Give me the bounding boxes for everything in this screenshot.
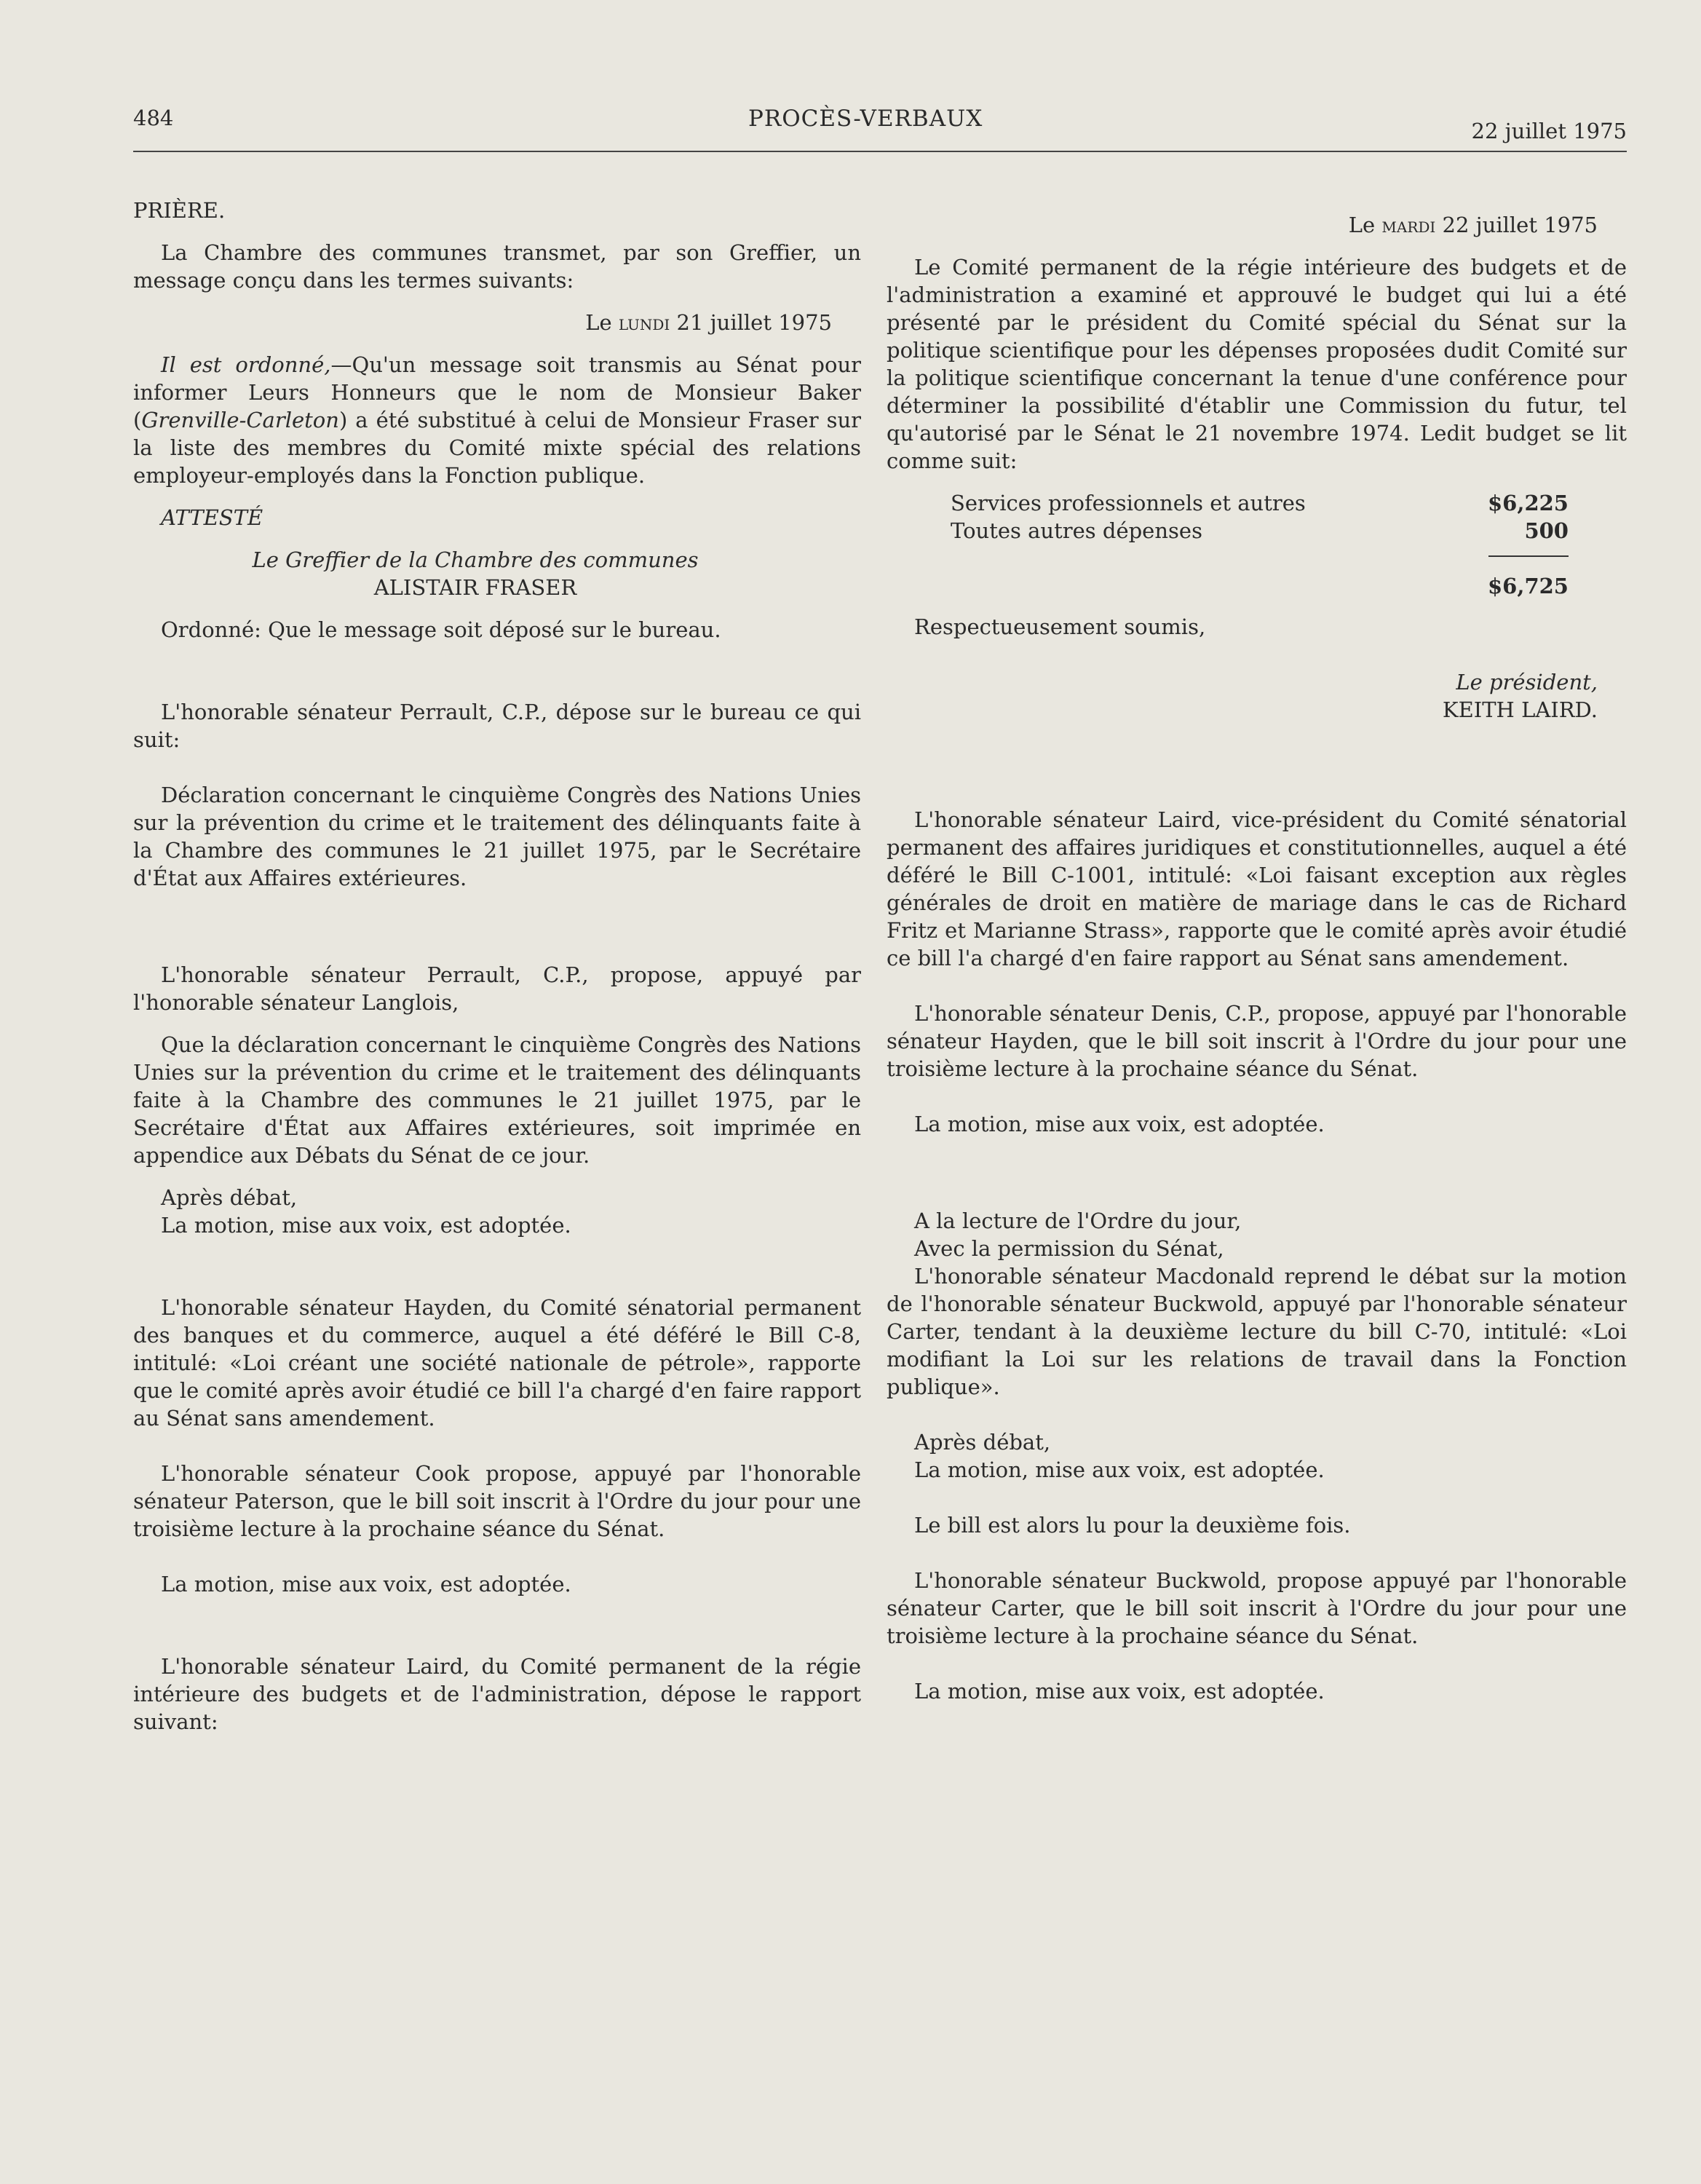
date-line-tuesday: Le mardi 22 juillet 1975 [1348, 213, 1598, 237]
laird-depose: L'honorable sénateur Laird, du Comité permanent de la régie intérieure des budgets et de l'administration, dépose le rapport suivant: [133, 1654, 861, 1734]
hayden-report: L'honorable sénateur Hayden, du Comité sénatorial permanent des banques et du commerce, auquel a été déféré le Bill C-8, intitulé: «Loi créant une société nationale de pétrole», rapporte que le comité après avoir étudié ce bill l'a chargé d'en faire rapport au Sénat sans amendement. [133, 1295, 861, 1431]
left-column [133, 197, 861, 1736]
declaration-title: Déclaration concernant le cinquième Congrès des Nations Unies sur la prévention du crime et le traitement des délinquants faite à la Chambre des communes le 21 juillet 1975, par le Secrétaire d'État aux Affaires extérieures. [133, 783, 861, 890]
commons-message-intro: La Chambre des communes transmet, par son Greffier, un message conçu dans les termes suivants: [133, 240, 861, 293]
budget-row [951, 517, 1627, 545]
ordonne-paragraph: Il est ordonné,—Qu'un message soit transmis au Sénat pour informer Leurs Honneurs que le nom de Monsieur Baker (Grenville-Carleton) a été substitué à celui de Monsieur Fraser sur la liste des membres du Comité mixte spécial des relations employeur-employés dans la Fonction publique. [133, 352, 861, 488]
denis-propose: L'honorable sénateur Denis, C.P., propose, appuyé par l'honorable sénateur Hayden, que le bill soit inscrit à l'Ordre du jour pour une troisième lecture à la prochaine séance du Sénat. [887, 1001, 1627, 1081]
header-date: 22 juillet 1975 [1471, 119, 1627, 143]
right-column [887, 197, 1627, 1705]
buckwold-propose: L'honorable sénateur Buckwold, propose appuyé par l'honorable sénateur Carter, que le bill soit inscrit à l'Ordre du jour pour une troisième lecture à la prochaine séance du Sénat. [887, 1568, 1627, 1648]
respectueusement: Respectueusement soumis, [914, 614, 1206, 639]
que-declaration: Que la déclaration concernant le cinquième Congrès des Nations Unies sur la prévention du crime et le traitement des délinquants faite à la Chambre des communes le 21 juillet 1975, par le Secrétaire d'État aux Affaires extérieures, soit imprimée en appendice aux Débats du Sénat de ce jour. [133, 1032, 861, 1168]
budget-total-rule [1488, 555, 1569, 557]
header-rule [133, 151, 1627, 152]
budget-row [951, 489, 1627, 517]
page-header [133, 106, 1627, 149]
comite-budget: Le Comité permanent de la régie intérieure des budgets et de l'administration a examiné et approuvé le budget qui lui a été présenté par le président du Comité spécial du Sénat sur la politique scientifique pour les dépenses proposées dudit Comité sur la politique scientifique concernant la tenue d'une conférence pour déterminer la possibilité d'établir une Commission du futur, tel qu'autorisé par le Sénat le 21 novembre 1974. Ledit budget se lit comme suit: [887, 255, 1627, 473]
page-number: 484 [133, 106, 174, 130]
budget-amount: 500 [1524, 518, 1569, 543]
cook-propose: L'honorable sénateur Cook propose, appuyé par l'honorable sénateur Paterson, que le bill soit inscrit à l'Ordre du jour pour une troisième lecture à la prochaine séance du Sénat. [133, 1461, 861, 1541]
date-line-monday: Le lundi 21 juillet 1975 [585, 310, 832, 335]
motion-adoptee: La motion, mise aux voix, est adoptée. [914, 1112, 1325, 1136]
motion-adoptee: La motion, mise aux voix, est adoptée. [914, 1679, 1325, 1704]
budget-total: $6,725 [1488, 574, 1569, 598]
atteste-label: ATTESTÉ [161, 505, 263, 530]
avec-permission: Avec la permission du Sénat, [914, 1236, 1224, 1261]
budget-table [951, 489, 1627, 613]
president-name: KEITH LAIRD. [1442, 697, 1598, 722]
perrault-propose: L'honorable sénateur Perrault, C.P., propose, appuyé par l'honorable sénateur Langlois, [133, 962, 861, 1015]
budget-total-row [951, 572, 1627, 600]
lecture-ordre: A la lecture de l'Ordre du jour, [914, 1208, 1242, 1233]
ordonne-depose: Ordonné: Que le message soit déposé sur le bureau. [161, 617, 721, 642]
apres-debat: Après débat, [914, 1430, 1051, 1455]
priere-heading: PRIÈRE. [133, 198, 226, 223]
perrault-depose: L'honorable sénateur Perrault, C.P., dépose sur le bureau ce qui suit: [133, 700, 861, 752]
bill-deuxieme-lecture: Le bill est alors lu pour la deuxième fois. [914, 1513, 1351, 1538]
budget-amount: $6,225 [1488, 491, 1569, 515]
budget-label: Toutes autres dépenses [951, 518, 1202, 543]
running-title: PROCÈS-VERBAUX [748, 106, 983, 132]
motion-adoptee: La motion, mise aux voix, est adoptée. [914, 1457, 1325, 1482]
motion-adoptee: La motion, mise aux voix, est adoptée. [161, 1213, 571, 1238]
president-title: Le président, [1456, 670, 1598, 695]
apres-debat: Après débat, [161, 1185, 298, 1210]
budget-label: Services professionnels et autres [951, 491, 1306, 515]
greffier-name: ALISTAIR FRASER [373, 575, 577, 600]
greffier-title: Le Greffier de la Chambre des communes [252, 547, 699, 572]
motion-adoptee: La motion, mise aux voix, est adoptée. [161, 1572, 571, 1597]
macdonald-reprend: L'honorable sénateur Macdonald reprend le débat sur la motion de l'honorable sénateur Buckwold, appuyé par l'honorable sénateur Carter, tendant à la deuxième lecture du bill C-70, intitulé: «Loi modifiant la Loi sur les relations de travail dans la Fonction publique». [887, 1264, 1627, 1399]
laird-report: L'honorable sénateur Laird, vice-président du Comité sénatorial permanent des affaires juridiques et constitutionnelles, auquel a été déféré le Bill C-1001, intitulé: «Loi faisant exception aux règles générales de droit en matière de mariage dans le cas de Richard Fritz et Marianne Strass», rapporte que le comité après avoir étudié ce bill l'a chargé d'en faire rapport au Sénat sans amendement. [887, 807, 1627, 970]
